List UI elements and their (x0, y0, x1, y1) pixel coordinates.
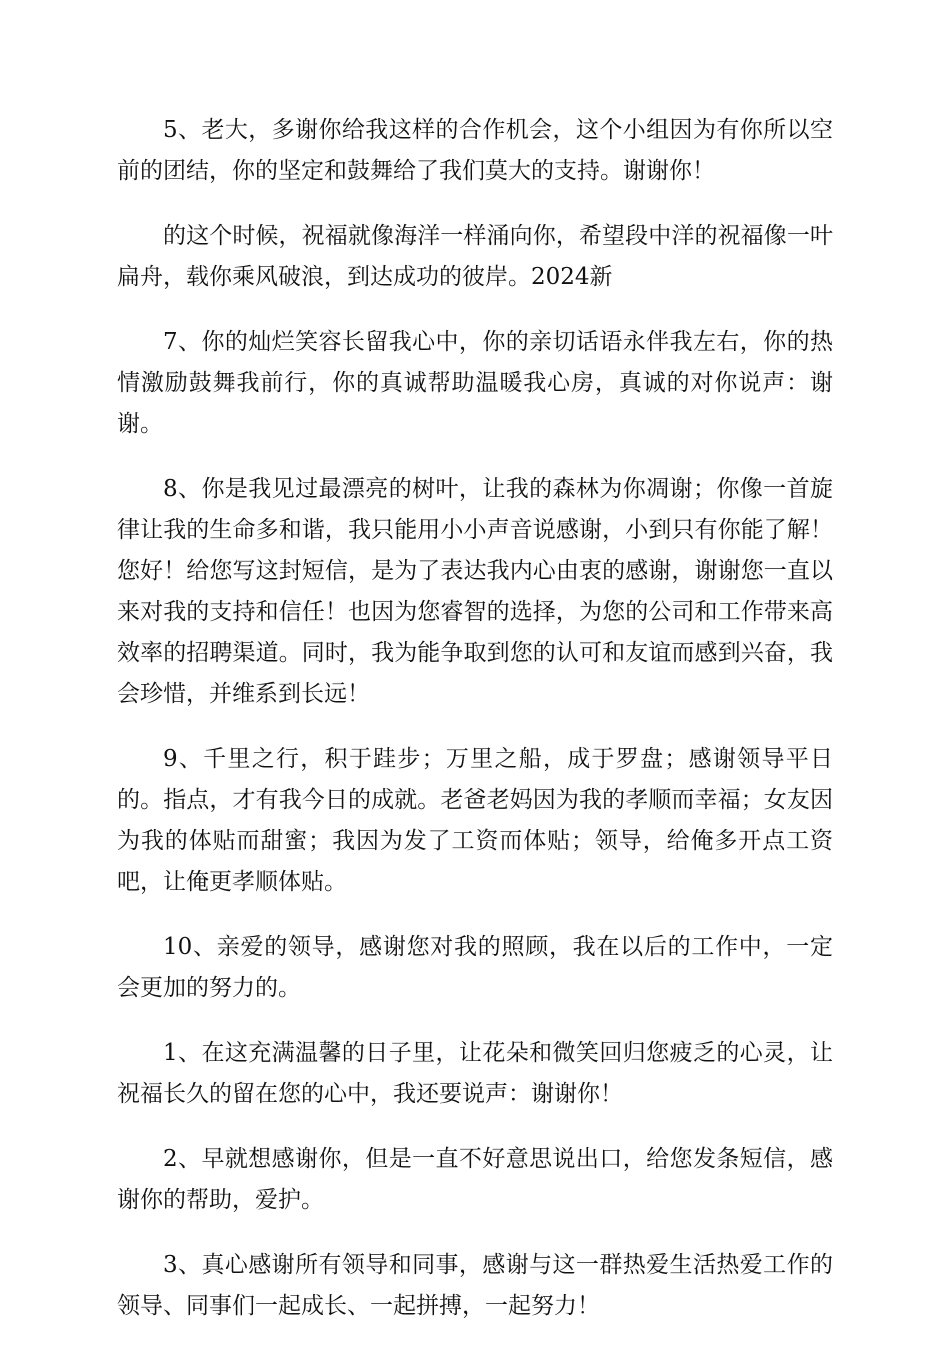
paragraph: 2、早就想感谢你，但是一直不好意思说出口，给您发条短信，感谢你的帮助，爱护。 (117, 1146, 833, 1213)
paragraph: 9、千里之行，积于跬步；万里之船，成于罗盘；感谢领导平日的。指点，才有我今日的成就。老爸老妈因为我的孝顺而幸福；女友因为我的体贴而甜蜜；我因为发了工资而体贴；领导，给俺多开点工资吧，让俺更孝顺体贴。 (117, 746, 833, 895)
paragraph: 的这个时候，祝福就像海洋一样涌向你，希望段中洋的祝福像一叶扁舟，载你乘风破浪，到达成功的彼岸。2024新 (117, 223, 833, 290)
paragraph: 1、在这充满温馨的日子里，让花朵和微笑回归您疲乏的心灵，让祝福长久的留在您的心中，我还要说声：谢谢你！ (117, 1040, 833, 1107)
paragraph: 5、老大，多谢你给我这样的合作机会，这个小组因为有你所以空前的团结，你的坚定和鼓舞给了我们莫大的支持。谢谢你！ (117, 117, 833, 184)
paragraph: 7、你的灿烂笑容长留我心中，你的亲切话语永伴我左右，你的热情激励鼓舞我前行，你的真诚帮助温暖我心房，真诚的对你说声：谢谢。 (117, 329, 833, 437)
paragraph: 10、亲爱的领导，感谢您对我的照顾，我在以后的工作中，一定会更加的努力的。 (117, 934, 833, 1001)
document-body (117, 110, 833, 1351)
paragraph: 3、真心感谢所有领导和同事，感谢与这一群热爱生活热爱工作的领导、同事们一起成长、一起拼搏，一起努力！ (117, 1252, 833, 1319)
paragraph: 8、你是我见过最漂亮的树叶，让我的森林为你凋谢；你像一首旋律让我的生命多和谐，我只能用小小声音说感谢，小到只有你能了解！您好！给您写这封短信，是为了表达我内心由衷的感谢，谢谢您一直以来对我的支持和信任！也因为您睿智的选择，为您的公司和工作带来高效率的招聘渠道。同时，我为能争取到您的认可和友谊而感到兴奋，我会珍惜，并维系到长远！ (117, 476, 833, 707)
